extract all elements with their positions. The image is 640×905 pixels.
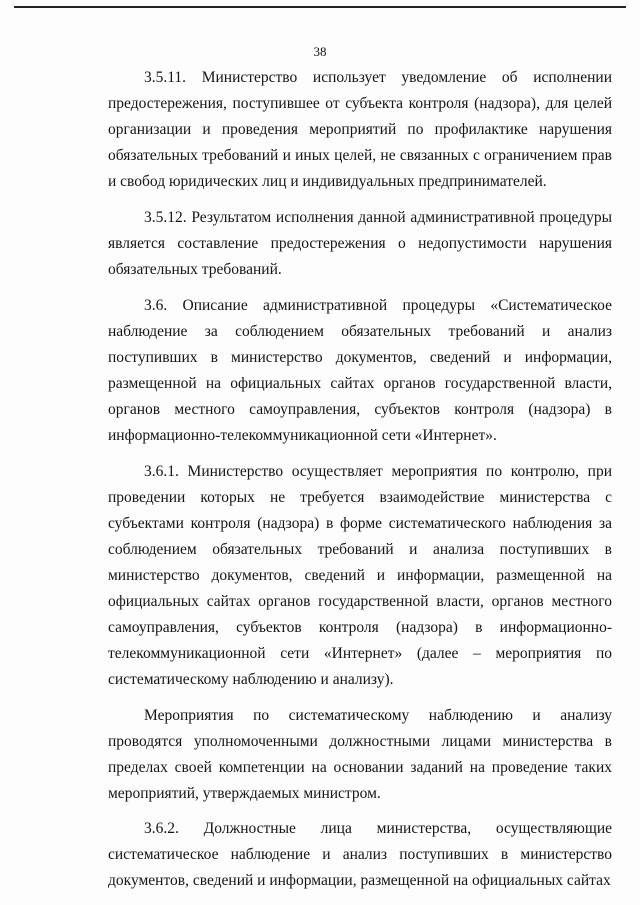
scan-top-border	[14, 6, 626, 8]
paragraph-3-6-2: 3.6.2. Должностные лица министерства, осуществляющие систематическое наблюдение и анализ поступивших в министерство документов, сведений и информации, размещенной на официальных сайтах	[108, 820, 612, 889]
paragraph-3-5-12: 3.5.12. Результатом исполнения данной административной процедуры является составление предостережения о недопустимости нарушения обязательных требований.	[108, 209, 612, 278]
paragraph-monitoring-activities: Мероприятия по систематическому наблюдению и анализу проводятся уполномоченными должностными лицами министерства в пределах своей компетенции на основании заданий на проведение таких мероприятий, утверждаемых министром.	[108, 707, 612, 802]
page-number: 38	[313, 44, 327, 59]
document-body	[108, 65, 612, 904]
paragraph-3-6: 3.6. Описание административной процедуры «Систематическое наблюдение за соблюдением обязательных требований и анализ поступивших в министерство документов, сведений и информации, размещенной на официальных сайтах органов государственной власти, органов местного самоуправления, субъектов контроля (надзора) в информационно-телекоммуникационной сети «Интернет».	[108, 297, 612, 444]
paragraph-3-5-11: 3.5.11. Министерство использует уведомление об исполнении предостережения, поступившее от субъекта контроля (надзора), для целей организации и проведения мероприятий по профилактике нарушения обязательных требований и иных целей, не связанных с ограничением прав и свобод юридических лиц и индивидуальных предпринимателей.	[108, 69, 612, 190]
paragraph-3-6-1: 3.6.1. Министерство осуществляет мероприятия по контролю, при проведении которых не требуется взаимодействие министерства с субъектами контроля (надзора) в форме систематического наблюдения за соблюдением обязательных требований и анализа поступивших в министерство документов, сведений и информации, размещенной на официальных сайтах органов государственной власти, органов местного самоуправления, субъектов контроля (надзора) в информационно-телекоммуникационной сети «Интернет» (далее – мероприятия по систематическому наблюдению и анализу).	[108, 463, 612, 688]
